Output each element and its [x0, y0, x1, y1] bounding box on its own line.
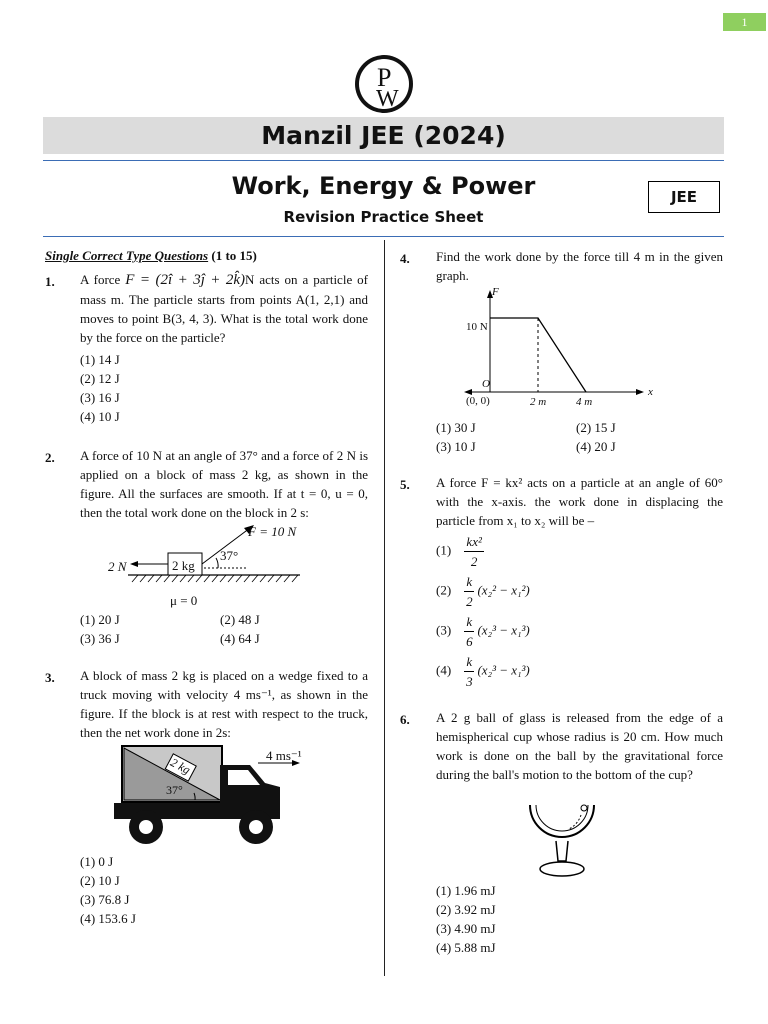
question-5-text: A force F = kx² acts on a particle at an angle of 60° with the x-axis. the work done in displacing the particle from x₁ to x₂ will be – — [436, 475, 723, 528]
option[interactable]: (2) 15 J — [576, 420, 616, 435]
question-number: 1. — [45, 274, 55, 289]
option[interactable]: (2) 48 J — [220, 612, 260, 627]
option[interactable] — [436, 532, 530, 572]
fig-block-mass: 2 kg — [168, 755, 193, 778]
fig-friction: μ = 0 — [170, 593, 198, 608]
option-label: (4) — [436, 662, 452, 678]
question-number: 2. — [45, 450, 55, 465]
option-tail: (x₂³ − x₁³) — [477, 662, 530, 678]
section-label: Single Correct Type Questions — [45, 248, 209, 263]
fig-block-mass: 2 kg — [172, 558, 195, 573]
fig-velocity-label: 4 ms⁻¹ — [266, 748, 302, 763]
option[interactable]: (3) 16 J — [80, 390, 120, 405]
q1-body: mass m. The particle starts from points A(1, 2,1) and moves to point B(3, 4, 3). What is the total work done by the force on the particle? — [80, 292, 368, 345]
graph-y-tick: 10 N — [466, 321, 488, 333]
divider-line — [43, 236, 724, 237]
cup-figure — [527, 803, 597, 881]
option[interactable]: (3) 76.8 J — [80, 892, 130, 907]
fig-force-label: F = 10 N — [248, 524, 297, 539]
option[interactable] — [436, 572, 530, 612]
page-title: Manzil JEE (2024) — [261, 121, 506, 150]
options-list — [80, 350, 120, 426]
pw-logo — [354, 54, 414, 119]
option-label: (3) — [436, 622, 452, 638]
option[interactable]: (2) 12 J — [80, 371, 120, 386]
option[interactable]: (3) 36 J — [80, 631, 120, 646]
question-3-text: A block of mass 2 kg is placed on a wedge fixed to a truck moving with velocity 4 ms⁻¹, as shown in the figure. If the block is at rest with respect to the truck, then the net work done in 2s: — [80, 668, 368, 740]
force-vector: F = (2î + 3ĵ + 2k̂) — [125, 272, 246, 288]
sheet-subtitle: Revision Practice Sheet — [283, 208, 484, 226]
option-label: (1) — [436, 542, 452, 558]
exam-badge: JEE — [648, 181, 720, 213]
graph-origin: O — [482, 378, 490, 390]
graph-x-tick: 4 m — [576, 396, 593, 408]
option-numerator: kx² — [464, 532, 483, 552]
chapter-title: Work, Energy & Power — [231, 172, 536, 200]
option[interactable] — [436, 652, 530, 692]
option[interactable]: (4) 10 J — [80, 409, 120, 424]
question-1-text — [80, 270, 368, 347]
question-2-text: A force of 10 N at an angle of 37° and a force of 2 N is applied on a block of mass 2 kg, as shown in the figure. All the surfaces are smooth. If at t = 0, u = 0, then the total work done on the block in 2 s: — [80, 448, 368, 520]
option-denominator: 3 — [466, 674, 473, 689]
divider-line — [43, 160, 724, 161]
option[interactable] — [436, 612, 530, 652]
graph-origin-coord: (0, 0) — [466, 395, 490, 407]
option-denominator: 2 — [470, 554, 478, 569]
option[interactable]: (4) 153.6 J — [80, 911, 136, 926]
option[interactable]: (1) 20 J — [80, 612, 120, 627]
q1-lead: A force — [80, 272, 121, 287]
options-grid — [80, 610, 280, 648]
option-numerator: k — [464, 572, 474, 592]
question-4-text: Find the work done by the force till 4 m in the given graph. — [436, 249, 723, 283]
q1-lead-tail: N acts on a particle of — [245, 272, 368, 287]
question-6-text: A 2 g ball of glass is released from the edge of a hemispherical cup whose radius is 20 cm. How much work is done on the ball by the gravitational force during the ball's motion to the bottom of the cup? — [436, 710, 723, 782]
section-range: (1 to 15) — [211, 248, 257, 263]
option-denominator: 2 — [466, 594, 473, 609]
option[interactable]: (1) 0 J — [80, 854, 114, 869]
options-list — [436, 881, 496, 957]
options-grid — [436, 418, 636, 456]
svg-text:W: W — [376, 86, 399, 112]
graph-x-tick: 2 m — [530, 396, 547, 408]
graph-x-axis-label: x — [648, 386, 653, 398]
column-divider — [384, 240, 385, 976]
section-heading — [45, 248, 257, 264]
question-number: 6. — [400, 712, 410, 727]
option[interactable]: (3) 4.90 mJ — [436, 921, 496, 936]
option[interactable]: (4) 5.88 mJ — [436, 940, 496, 955]
option-denominator: 6 — [466, 634, 473, 649]
option-tail: (x₂² − x₁²) — [477, 582, 530, 598]
graph-y-axis-label: F — [492, 286, 499, 298]
option-tail: (x₂³ − x₁³) — [477, 622, 530, 638]
fig-angle-label: 37° — [220, 548, 239, 563]
option-numerator: k — [464, 612, 474, 632]
option[interactable]: (2) 10 J — [80, 873, 120, 888]
svg-text:P: P — [377, 63, 392, 92]
option[interactable]: (4) 64 J — [220, 631, 260, 646]
question-number: 5. — [400, 477, 410, 492]
option[interactable]: (1) 30 J — [436, 420, 476, 435]
option[interactable]: (2) 3.92 mJ — [436, 902, 496, 917]
question-number: 3. — [45, 670, 55, 685]
option-numerator: k — [464, 652, 474, 672]
fig-left-force: 2 N — [108, 559, 127, 574]
page-number: 1 — [723, 13, 766, 31]
option[interactable]: (4) 20 J — [576, 439, 616, 454]
options-list — [80, 852, 136, 928]
option-label: (2) — [436, 582, 452, 598]
option[interactable]: (1) 1.96 mJ — [436, 883, 496, 898]
fig-angle-label: 37° — [166, 783, 183, 797]
question-number: 4. — [400, 251, 410, 266]
option[interactable]: (1) 14 J — [80, 352, 120, 367]
options-list — [436, 532, 530, 692]
option[interactable]: (3) 10 J — [436, 439, 476, 454]
